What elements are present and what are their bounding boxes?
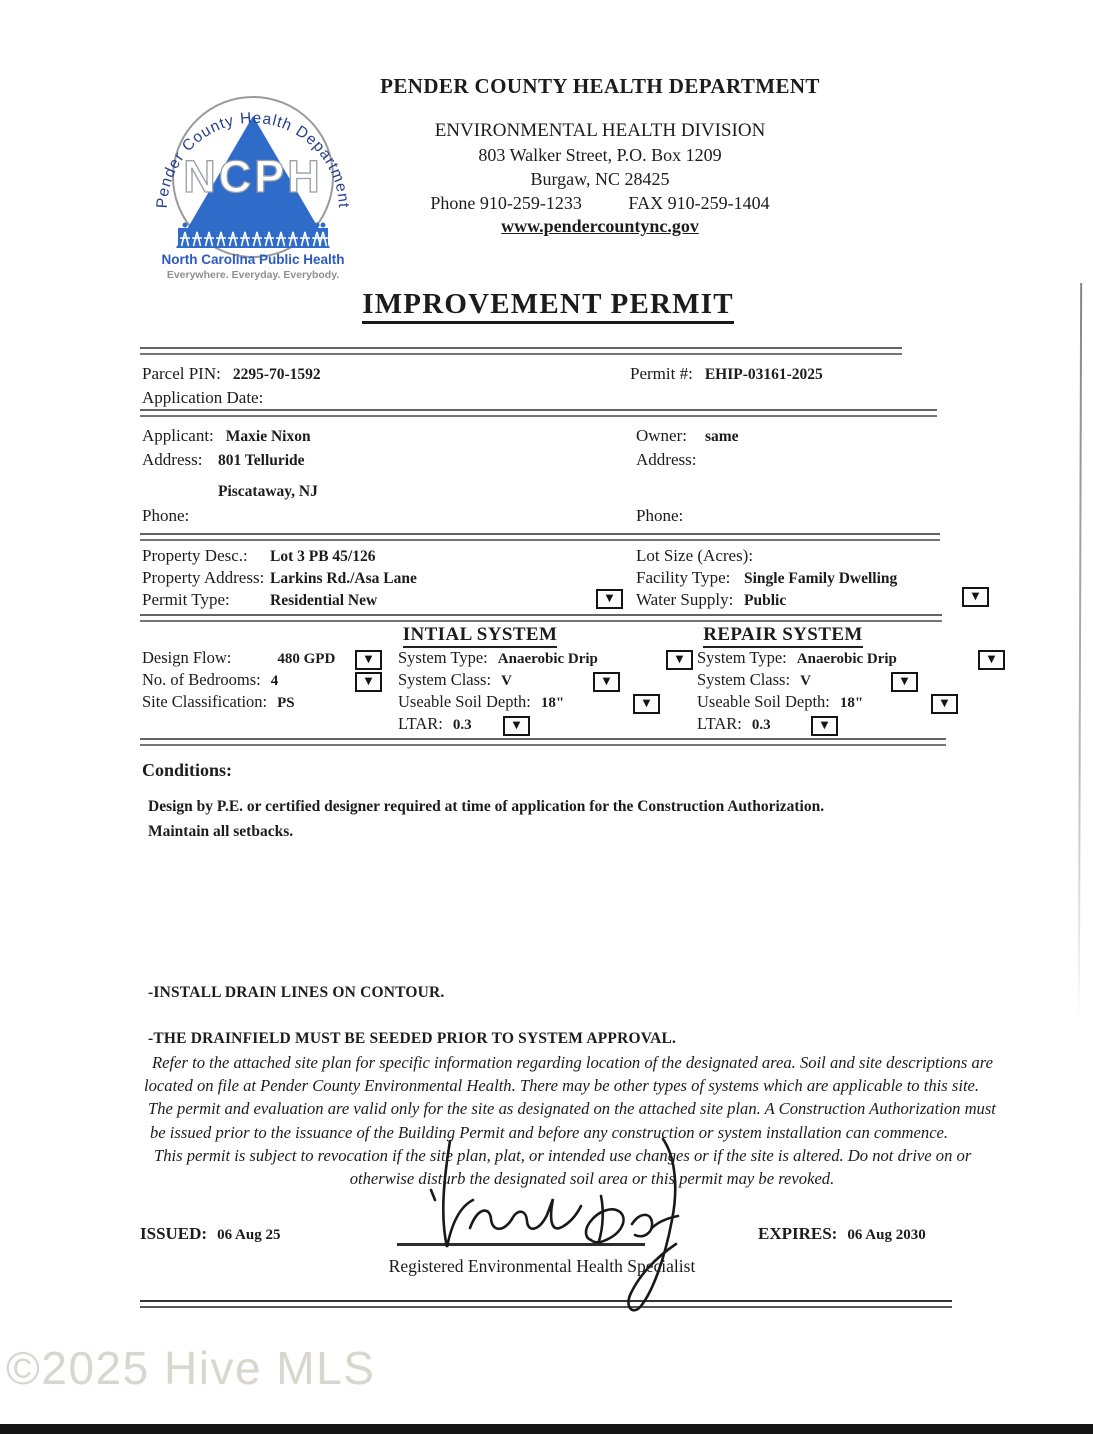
permit-number-value: EHIP-03161-2025 (704, 366, 823, 383)
repair-ltar-label: LTAR: (697, 714, 742, 733)
agency-logo (150, 80, 354, 284)
repair-system-class-row (697, 670, 811, 690)
repair-system-class-dropdown-icon[interactable]: ▼ (891, 672, 918, 692)
site-classification-label: Site Classification: (142, 692, 268, 711)
divider (140, 347, 902, 355)
conditions-line1: Design by P.E. or certified designer required at time of application for the Construction Authorization. (148, 798, 825, 815)
property-address-value: Larkins Rd./Asa Lane (270, 570, 417, 587)
property-address-label: Property Address: (142, 568, 265, 587)
site-classification-row (142, 692, 295, 712)
document-title-wrap (348, 288, 748, 321)
note-drain-lines: -INSTALL DRAIN LINES ON CONTOUR. (148, 984, 445, 1001)
phone-fax-line (340, 193, 860, 214)
applicant-row (142, 426, 311, 446)
issued-row (140, 1224, 280, 1244)
initial-ltar-dropdown-icon[interactable]: ▼ (503, 716, 530, 736)
initial-system-header: INTIAL SYSTEM (398, 624, 562, 646)
owner-address-label: Address: (636, 450, 697, 469)
applicant-value: Maxie Nixon (225, 428, 311, 445)
logo-tagline: Everywhere. Everyday. Everybody. (166, 269, 340, 281)
owner-phone-label: Phone: (636, 506, 684, 525)
conditions-heading: Conditions: (142, 760, 233, 780)
legal-line: This permit is subject to revocation if the site plan, plat, or intended use changes or if the site is altered. Do not drive on or (154, 1145, 972, 1165)
initial-system-type-value: Anaerobic Drip (497, 651, 598, 667)
logo-arc-text: Pender County Health Department (153, 109, 353, 209)
issued-value: 06 Aug 25 (217, 1227, 281, 1243)
division-title: ENVIRONMENTAL HEALTH DIVISION (434, 120, 766, 141)
initial-system-type-dropdown-icon[interactable]: ▼ (666, 650, 693, 670)
fax-number: FAX 910-259-1404 (628, 193, 770, 213)
repair-ltar-row (697, 714, 771, 734)
phone-number: Phone 910-259-1233 (430, 193, 582, 213)
logo-org-name: North Carolina Public Health (161, 252, 345, 267)
water-supply-label: Water Supply: (636, 590, 734, 609)
parcel-pin-value: 2295-70-1592 (232, 366, 321, 383)
expires-value: 06 Aug 2030 (847, 1227, 926, 1243)
parcel-pin-label: Parcel PIN: (142, 364, 221, 383)
applicant-address1: 801 Telluride (218, 452, 305, 469)
initial-soil-depth-dropdown-icon[interactable]: ▼ (633, 694, 660, 714)
permit-number-label: Permit #: (630, 364, 693, 383)
repair-system-type-label: System Type: (697, 648, 787, 667)
repair-system-class-value: V (800, 673, 811, 689)
applicant-label: Applicant: (142, 426, 214, 445)
watermark: ©2025 Hive MLS (6, 1342, 376, 1394)
letterhead (340, 74, 860, 237)
legal-line: located on file at Pender County Environmental Health. There may be other types of systems which are applicable to this site. (144, 1076, 980, 1096)
conditions-line2: Maintain all setbacks. (148, 822, 294, 840)
scan-edge-line (1078, 283, 1082, 1023)
repair-soil-depth-value: 18" (839, 695, 864, 711)
issued-label: ISSUED: (140, 1224, 208, 1243)
repair-ltar-value: 0.3 (751, 717, 771, 733)
document-title: IMPROVEMENT PERMIT (362, 288, 733, 324)
initial-system-class-label: System Class: (398, 670, 492, 689)
permit-type-value: Residential New (270, 592, 378, 609)
bedrooms-label: No. of Bedrooms: (142, 670, 261, 689)
parcel-pin-row (142, 364, 321, 384)
property-desc-label: Property Desc.: (142, 546, 248, 565)
initial-ltar-row (398, 714, 472, 734)
legal-line: otherwise disturb the designated soil area or this permit may be revoked. (349, 1169, 835, 1189)
property-desc-value: Lot 3 PB 45/126 (270, 548, 376, 565)
initial-system-class-row (398, 670, 512, 690)
divider (140, 614, 942, 622)
department-title: PENDER COUNTY HEALTH DEPARTMENT (380, 74, 820, 98)
initial-system-class-dropdown-icon[interactable]: ▼ (593, 672, 620, 692)
water-supply-dropdown-icon[interactable]: ▼ (962, 587, 989, 607)
repair-system-header: REPAIR SYSTEM (700, 624, 866, 646)
repair-system-type-value: Anaerobic Drip (796, 651, 897, 667)
design-flow-row (142, 648, 335, 668)
permit-type-label: Permit Type: (142, 590, 230, 609)
facility-type-value: Single Family Dwelling (744, 570, 898, 587)
divider (140, 533, 940, 541)
address-line2: Burgaw, NC 28425 (530, 169, 670, 189)
repair-soil-depth-label: Useable Soil Depth: (697, 692, 830, 711)
address-line1: 803 Walker Street, P.O. Box 1209 (478, 145, 722, 165)
permit-number-row (630, 364, 823, 384)
water-supply-value: Public (744, 592, 787, 609)
legal-line: The permit and evaluation are valid only for the site as designated on the attached site plan. A Construction Authorization must (148, 1099, 996, 1119)
repair-soil-depth-row (697, 692, 863, 712)
signature (380, 1128, 700, 1323)
divider (140, 738, 946, 746)
legal-line: be issued prior to the issuance of the Building Permit and before any construction or system installation can commence. (150, 1122, 949, 1142)
bottom-scan-bar (0, 1424, 1093, 1434)
owner-value: same (704, 428, 739, 445)
bedrooms-value: 4 (270, 673, 279, 689)
logo-acronym: NCPH (183, 151, 323, 202)
repair-system-class-label: System Class: (697, 670, 791, 689)
expires-row (758, 1224, 926, 1244)
owner-label: Owner: (636, 426, 687, 445)
applicant-address-label: Address: (142, 450, 203, 469)
repair-ltar-dropdown-icon[interactable]: ▼ (811, 716, 838, 736)
design-flow-label: Design Flow: (142, 648, 232, 667)
applicant-phone-label: Phone: (142, 506, 190, 525)
site-classification-value: PS (277, 695, 295, 711)
design-flow-value: 480 GPD (277, 651, 336, 667)
repair-system-type-row (697, 648, 897, 668)
repair-system-type-dropdown-icon[interactable]: ▼ (978, 650, 1005, 670)
applicant-address2: Piscataway, NJ (218, 483, 318, 500)
legal-line: Refer to the attached site plan for specific information regarding location of the designated area. Soil and site descriptions are (152, 1053, 993, 1072)
facility-type-label: Facility Type: (636, 568, 731, 587)
initial-system-type-label: System Type: (398, 648, 488, 667)
owner-row (636, 426, 739, 446)
note-drainfield: -THE DRAINFIELD MUST BE SEEDED PRIOR TO SYSTEM APPROVAL. (148, 1030, 677, 1047)
initial-system-type-row (398, 648, 598, 668)
initial-ltar-label: LTAR: (398, 714, 443, 733)
repair-soil-depth-dropdown-icon[interactable]: ▼ (931, 694, 958, 714)
permit-type-dropdown-icon[interactable]: ▼ (596, 589, 623, 609)
expires-label: EXPIRES: (758, 1224, 838, 1243)
bedrooms-row (142, 670, 278, 690)
initial-soil-depth-row (398, 692, 564, 712)
conditions-text (148, 795, 858, 845)
initial-ltar-value: 0.3 (452, 717, 472, 733)
initial-system-class-value: V (501, 673, 512, 689)
bedrooms-dropdown-icon[interactable]: ▼ (355, 672, 382, 692)
signature-title: Registered Environmental Health Specialist (388, 1256, 696, 1276)
application-date-label: Application Date: (142, 388, 264, 407)
website-link[interactable]: www.pendercountync.gov (501, 216, 699, 236)
divider (140, 409, 937, 417)
initial-soil-depth-label: Useable Soil Depth: (398, 692, 531, 711)
design-flow-dropdown-icon[interactable]: ▼ (355, 650, 382, 670)
lot-size-label: Lot Size (Acres): (636, 546, 754, 565)
initial-soil-depth-value: 18" (540, 695, 565, 711)
